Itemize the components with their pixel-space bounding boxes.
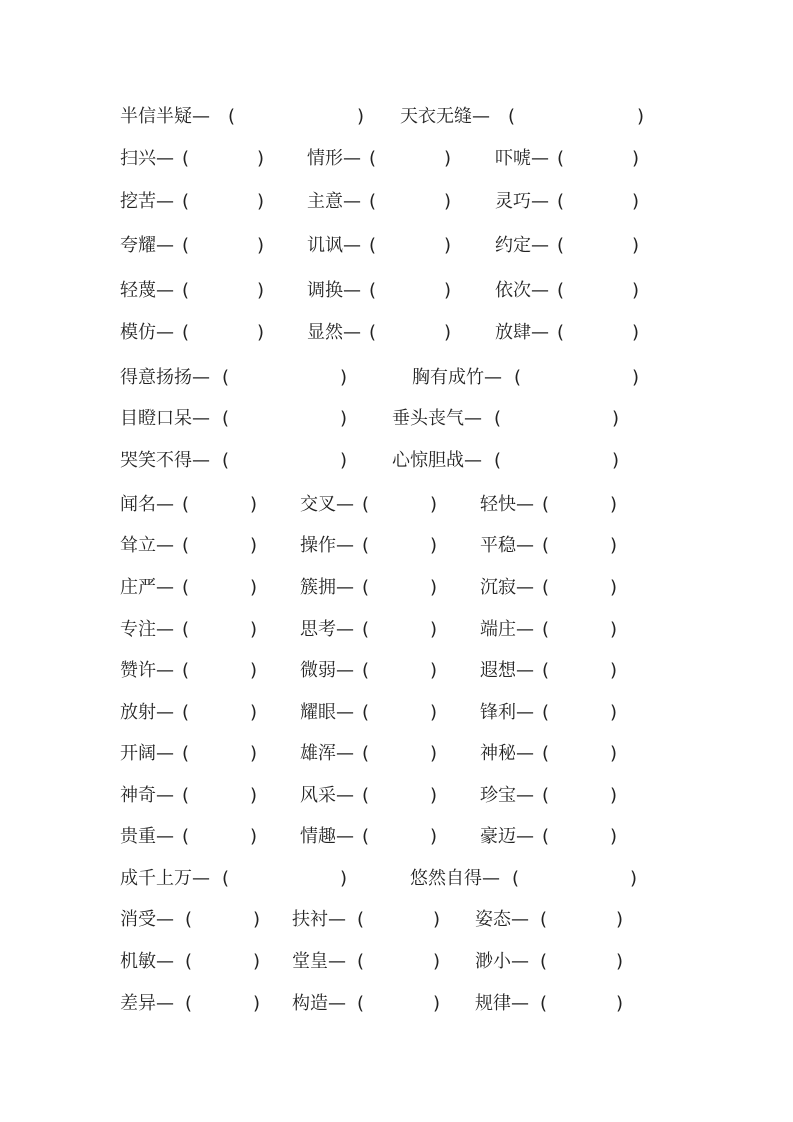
close-paren: )	[433, 951, 441, 972]
close-paren: )	[610, 702, 618, 723]
exercise-word: 珍宝	[480, 785, 516, 806]
exercise-row	[0, 278, 793, 304]
close-paren: )	[632, 322, 640, 343]
open-paren: (	[369, 148, 377, 169]
open-paren: (	[540, 993, 548, 1014]
open-paren: (	[542, 826, 550, 847]
open-paren: (	[182, 619, 190, 640]
exercise-word: 庄严	[120, 577, 156, 598]
open-paren: (	[557, 280, 565, 301]
dash: —	[531, 235, 549, 256]
exercise-word: 夸耀	[120, 235, 156, 256]
exercise-word: 轻快	[480, 494, 516, 515]
exercise-row	[0, 991, 793, 1017]
exercise-row	[0, 907, 793, 933]
exercise-word: 雄浑	[300, 743, 336, 764]
exercise-row	[0, 365, 793, 391]
dash: —	[516, 494, 534, 515]
dash: —	[343, 191, 361, 212]
exercise-row	[0, 617, 793, 643]
close-paren: )	[250, 743, 258, 764]
exercise-word: 差异	[120, 993, 156, 1014]
open-paren: (	[542, 577, 550, 598]
open-paren: (	[182, 280, 190, 301]
dash: —	[343, 148, 361, 169]
open-paren: (	[540, 909, 548, 930]
open-paren: (	[357, 951, 365, 972]
open-paren: (	[369, 280, 377, 301]
open-paren: (	[182, 743, 190, 764]
close-paren: )	[433, 993, 441, 1014]
exercise-word: 姿态	[475, 909, 511, 930]
dash: —	[336, 660, 354, 681]
exercise-row	[0, 189, 793, 215]
exercise-word: 情趣	[300, 826, 336, 847]
exercise-row	[0, 741, 793, 767]
close-paren: )	[610, 577, 618, 598]
close-paren: )	[430, 785, 438, 806]
dash: —	[343, 322, 361, 343]
exercise-row	[0, 406, 793, 432]
dash: —	[516, 743, 534, 764]
dash: —	[516, 535, 534, 556]
exercise-word: 开阔	[120, 743, 156, 764]
dash: —	[336, 826, 354, 847]
exercise-word: 调换	[307, 280, 343, 301]
open-paren: (	[185, 993, 193, 1014]
exercise-row	[0, 949, 793, 975]
dash: —	[156, 191, 174, 212]
dash: —	[156, 322, 174, 343]
open-paren: (	[185, 951, 193, 972]
dash: —	[343, 280, 361, 301]
dash: —	[156, 235, 174, 256]
dash: —	[516, 702, 534, 723]
exercise-word: 放射	[120, 702, 156, 723]
close-paren: )	[430, 535, 438, 556]
open-paren: (	[557, 235, 565, 256]
open-paren: (	[185, 909, 193, 930]
close-paren: )	[257, 235, 265, 256]
exercise-word: 操作	[300, 535, 336, 556]
close-paren: )	[632, 235, 640, 256]
exercise-word: 耸立	[120, 535, 156, 556]
dash: —	[156, 619, 174, 640]
dash: —	[192, 408, 210, 429]
exercise-row	[0, 492, 793, 518]
open-paren: (	[222, 868, 230, 889]
exercise-row	[0, 575, 793, 601]
open-paren: (	[357, 993, 365, 1014]
open-paren: (	[542, 660, 550, 681]
dash: —	[156, 494, 174, 515]
exercise-word: 悠然自得	[410, 868, 482, 889]
close-paren: )	[612, 450, 620, 471]
close-paren: )	[430, 743, 438, 764]
open-paren: (	[369, 322, 377, 343]
close-paren: )	[433, 909, 441, 930]
exercise-word: 哭笑不得	[120, 450, 192, 471]
dash: —	[156, 909, 174, 930]
open-paren: (	[182, 702, 190, 723]
exercise-word: 贵重	[120, 826, 156, 847]
close-paren: )	[610, 743, 618, 764]
exercise-word: 得意扬扬	[120, 367, 192, 388]
dash: —	[192, 450, 210, 471]
dash: —	[516, 785, 534, 806]
exercise-word: 主意	[307, 191, 343, 212]
exercise-word: 目瞪口呆	[120, 408, 192, 429]
open-paren: (	[494, 408, 502, 429]
close-paren: )	[257, 322, 265, 343]
exercise-word: 机敏	[120, 951, 156, 972]
close-paren: )	[357, 106, 365, 127]
dash: —	[516, 577, 534, 598]
exercise-word: 平稳	[480, 535, 516, 556]
open-paren: (	[362, 660, 370, 681]
exercise-word: 簇拥	[300, 577, 336, 598]
open-paren: (	[182, 235, 190, 256]
open-paren: (	[557, 322, 565, 343]
close-paren: )	[610, 660, 618, 681]
dash: —	[531, 191, 549, 212]
dash: —	[156, 148, 174, 169]
dash: —	[156, 660, 174, 681]
dash: —	[192, 367, 210, 388]
open-paren: (	[542, 494, 550, 515]
exercise-word: 构造	[292, 993, 328, 1014]
open-paren: (	[228, 106, 236, 127]
close-paren: )	[632, 191, 640, 212]
open-paren: (	[182, 148, 190, 169]
open-paren: (	[357, 909, 365, 930]
exercise-word: 端庄	[480, 619, 516, 640]
open-paren: (	[222, 367, 230, 388]
close-paren: )	[430, 702, 438, 723]
open-paren: (	[542, 535, 550, 556]
close-paren: )	[340, 868, 348, 889]
open-paren: (	[557, 148, 565, 169]
close-paren: )	[430, 660, 438, 681]
exercise-word: 思考	[300, 619, 336, 640]
dash: —	[156, 577, 174, 598]
open-paren: (	[369, 191, 377, 212]
open-paren: (	[182, 577, 190, 598]
open-paren: (	[557, 191, 565, 212]
exercise-word: 沉寂	[480, 577, 516, 598]
open-paren: (	[222, 408, 230, 429]
close-paren: )	[250, 660, 258, 681]
dash: —	[482, 868, 500, 889]
close-paren: )	[444, 235, 452, 256]
open-paren: (	[362, 535, 370, 556]
close-paren: )	[430, 494, 438, 515]
exercise-word: 心惊胆战	[392, 450, 464, 471]
close-paren: )	[250, 535, 258, 556]
open-paren: (	[542, 619, 550, 640]
dash: —	[531, 322, 549, 343]
exercise-word: 微弱	[300, 660, 336, 681]
dash: —	[192, 106, 210, 127]
exercise-word: 天衣无缝	[400, 106, 472, 127]
exercise-word: 轻蔑	[120, 280, 156, 301]
exercise-word: 模仿	[120, 322, 156, 343]
close-paren: )	[444, 148, 452, 169]
close-paren: )	[253, 993, 261, 1014]
close-paren: )	[250, 702, 258, 723]
close-paren: )	[250, 494, 258, 515]
close-paren: )	[616, 909, 624, 930]
dash: —	[516, 826, 534, 847]
exercise-word: 锋利	[480, 702, 516, 723]
close-paren: )	[250, 785, 258, 806]
exercise-word: 扶衬	[292, 909, 328, 930]
dash: —	[531, 280, 549, 301]
exercise-word: 讥讽	[307, 235, 343, 256]
dash: —	[336, 494, 354, 515]
close-paren: )	[430, 577, 438, 598]
close-paren: )	[610, 785, 618, 806]
close-paren: )	[632, 280, 640, 301]
dash: —	[511, 909, 529, 930]
dash: —	[516, 660, 534, 681]
open-paren: (	[182, 191, 190, 212]
dash: —	[484, 367, 502, 388]
exercise-row	[0, 658, 793, 684]
exercise-row	[0, 448, 793, 474]
close-paren: )	[610, 619, 618, 640]
dash: —	[328, 951, 346, 972]
dash: —	[156, 280, 174, 301]
exercise-word: 专注	[120, 619, 156, 640]
open-paren: (	[542, 702, 550, 723]
close-paren: )	[616, 993, 624, 1014]
close-paren: )	[430, 826, 438, 847]
open-paren: (	[369, 235, 377, 256]
exercise-word: 灵巧	[495, 191, 531, 212]
exercise-word: 豪迈	[480, 826, 516, 847]
close-paren: )	[250, 577, 258, 598]
close-paren: )	[250, 826, 258, 847]
dash: —	[511, 951, 529, 972]
close-paren: )	[430, 619, 438, 640]
close-paren: )	[253, 951, 261, 972]
dash: —	[328, 993, 346, 1014]
open-paren: (	[512, 868, 520, 889]
close-paren: )	[610, 494, 618, 515]
dash: —	[336, 785, 354, 806]
close-paren: )	[632, 367, 640, 388]
dash: —	[511, 993, 529, 1014]
close-paren: )	[257, 280, 265, 301]
open-paren: (	[362, 577, 370, 598]
dash: —	[336, 702, 354, 723]
close-paren: )	[250, 619, 258, 640]
exercise-word: 情形	[307, 148, 343, 169]
open-paren: (	[182, 535, 190, 556]
dash: —	[336, 743, 354, 764]
close-paren: )	[253, 909, 261, 930]
open-paren: (	[362, 619, 370, 640]
close-paren: )	[637, 106, 645, 127]
open-paren: (	[362, 826, 370, 847]
dash: —	[156, 826, 174, 847]
dash: —	[464, 450, 482, 471]
dash: —	[464, 408, 482, 429]
open-paren: (	[182, 494, 190, 515]
dash: —	[531, 148, 549, 169]
exercise-word: 赞许	[120, 660, 156, 681]
exercise-word: 放肆	[495, 322, 531, 343]
close-paren: )	[616, 951, 624, 972]
dash: —	[156, 993, 174, 1014]
open-paren: (	[362, 494, 370, 515]
open-paren: (	[542, 785, 550, 806]
dash: —	[336, 577, 354, 598]
exercise-word: 挖苦	[120, 191, 156, 212]
dash: —	[156, 743, 174, 764]
close-paren: )	[444, 322, 452, 343]
exercise-word: 规律	[475, 993, 511, 1014]
close-paren: )	[612, 408, 620, 429]
exercise-row	[0, 104, 793, 130]
exercise-row	[0, 533, 793, 559]
open-paren: (	[362, 743, 370, 764]
exercise-row	[0, 320, 793, 346]
dash: —	[156, 702, 174, 723]
exercise-row	[0, 824, 793, 850]
close-paren: )	[632, 148, 640, 169]
close-paren: )	[340, 450, 348, 471]
open-paren: (	[362, 785, 370, 806]
exercise-word: 风采	[300, 785, 336, 806]
exercise-word: 消受	[120, 909, 156, 930]
close-paren: )	[257, 191, 265, 212]
open-paren: (	[508, 106, 516, 127]
open-paren: (	[182, 785, 190, 806]
close-paren: )	[340, 408, 348, 429]
exercise-word: 半信半疑	[120, 106, 192, 127]
exercise-word: 显然	[307, 322, 343, 343]
exercise-row	[0, 866, 793, 892]
exercise-word: 约定	[495, 235, 531, 256]
exercise-word: 遐想	[480, 660, 516, 681]
open-paren: (	[182, 826, 190, 847]
exercise-word: 垂头丧气	[392, 408, 464, 429]
exercise-row	[0, 233, 793, 259]
exercise-word: 神奇	[120, 785, 156, 806]
dash: —	[472, 106, 490, 127]
close-paren: )	[630, 868, 638, 889]
open-paren: (	[182, 660, 190, 681]
dash: —	[192, 868, 210, 889]
open-paren: (	[542, 743, 550, 764]
exercise-word: 神秘	[480, 743, 516, 764]
open-paren: (	[540, 951, 548, 972]
close-paren: )	[340, 367, 348, 388]
dash: —	[343, 235, 361, 256]
close-paren: )	[610, 535, 618, 556]
exercise-word: 依次	[495, 280, 531, 301]
dash: —	[328, 909, 346, 930]
open-paren: (	[494, 450, 502, 471]
close-paren: )	[444, 280, 452, 301]
exercise-word: 胸有成竹	[412, 367, 484, 388]
open-paren: (	[182, 322, 190, 343]
dash: —	[516, 619, 534, 640]
open-paren: (	[222, 450, 230, 471]
exercise-word: 成千上万	[120, 868, 192, 889]
close-paren: )	[610, 826, 618, 847]
exercise-row	[0, 700, 793, 726]
exercise-row	[0, 146, 793, 172]
dash: —	[156, 535, 174, 556]
open-paren: (	[514, 367, 522, 388]
dash: —	[336, 535, 354, 556]
exercise-word: 渺小	[475, 951, 511, 972]
exercise-word: 交叉	[300, 494, 336, 515]
dash: —	[156, 785, 174, 806]
exercise-row	[0, 783, 793, 809]
exercise-word: 耀眼	[300, 702, 336, 723]
exercise-word: 闻名	[120, 494, 156, 515]
exercise-word: 堂皇	[292, 951, 328, 972]
close-paren: )	[444, 191, 452, 212]
exercise-word: 扫兴	[120, 148, 156, 169]
dash: —	[156, 951, 174, 972]
close-paren: )	[257, 148, 265, 169]
dash: —	[336, 619, 354, 640]
exercise-word: 吓唬	[495, 148, 531, 169]
open-paren: (	[362, 702, 370, 723]
